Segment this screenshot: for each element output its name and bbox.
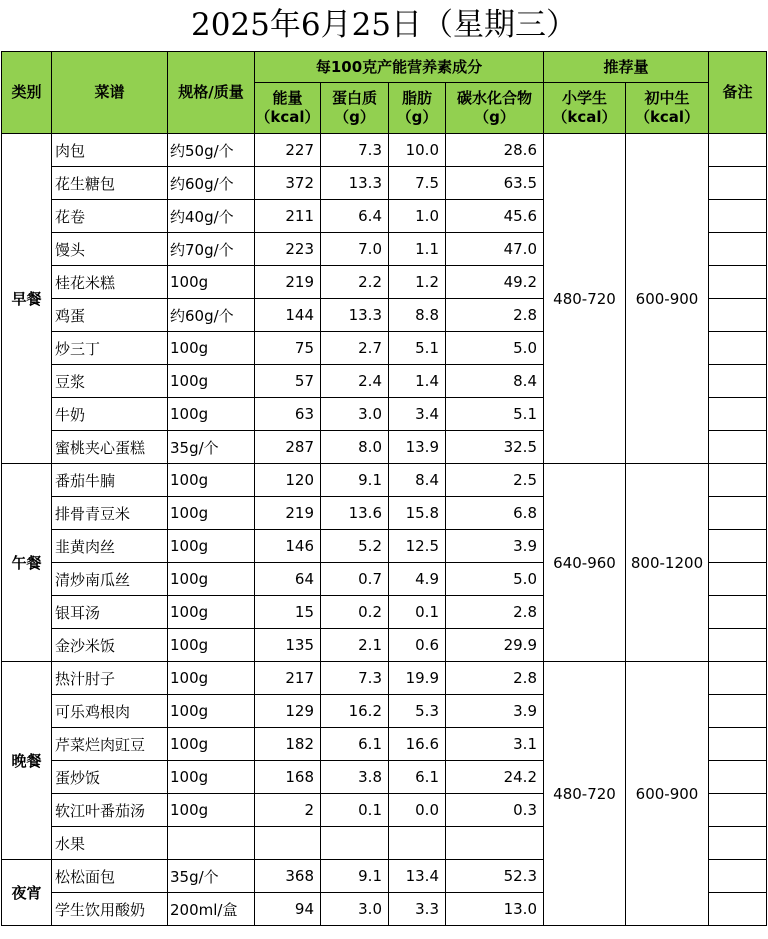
fat-value: 5.3 [389, 695, 446, 728]
dish-name: 蜜桃夹心蛋糕 [52, 431, 168, 464]
header-middle [626, 83, 709, 134]
header-protein-unit: （g） [334, 108, 375, 126]
fat-value: 8.8 [389, 299, 446, 332]
energy-value: 63 [255, 398, 321, 431]
dish-spec: 100g [168, 662, 255, 695]
note-cell [709, 827, 767, 860]
energy-value: 223 [255, 233, 321, 266]
dish-spec: 100g [168, 365, 255, 398]
protein-value: 6.1 [321, 728, 389, 761]
fat-value: 8.4 [389, 464, 446, 497]
dish-name: 热汁肘子 [52, 662, 168, 695]
fat-value: 1.1 [389, 233, 446, 266]
protein-value: 2.1 [321, 629, 389, 662]
energy-value: 146 [255, 530, 321, 563]
carb-value: 3.1 [446, 728, 544, 761]
dish-name: 清炒南瓜丝 [52, 563, 168, 596]
carb-value: 2.8 [446, 299, 544, 332]
fat-value: 3.4 [389, 398, 446, 431]
fat-value: 13.9 [389, 431, 446, 464]
protein-value: 2.7 [321, 332, 389, 365]
dish-spec: 100g [168, 794, 255, 827]
header-primary-unit: （kcal） [552, 108, 617, 126]
note-cell [709, 464, 767, 497]
energy-value: 15 [255, 596, 321, 629]
protein-value: 3.0 [321, 398, 389, 431]
note-cell [709, 233, 767, 266]
header-energy [255, 83, 321, 134]
fat-value: 0.0 [389, 794, 446, 827]
protein-value: 8.0 [321, 431, 389, 464]
fat-value: 10.0 [389, 134, 446, 167]
fat-value: 0.6 [389, 629, 446, 662]
note-cell [709, 431, 767, 464]
energy-value: 217 [255, 662, 321, 695]
header-energy-label: 能量 [272, 89, 303, 107]
energy-value: 57 [255, 365, 321, 398]
dish-spec: 100g [168, 728, 255, 761]
energy-value: 219 [255, 497, 321, 530]
dish-spec: 35g/个 [168, 860, 255, 893]
note-cell [709, 530, 767, 563]
note-cell [709, 563, 767, 596]
protein-value: 2.4 [321, 365, 389, 398]
fat-value: 12.5 [389, 530, 446, 563]
protein-value: 5.2 [321, 530, 389, 563]
energy-value: 372 [255, 167, 321, 200]
dish-spec: 35g/个 [168, 431, 255, 464]
menu-table [1, 51, 767, 926]
carb-value: 29.9 [446, 629, 544, 662]
note-cell [709, 761, 767, 794]
note-cell [709, 365, 767, 398]
dish-spec: 100g [168, 497, 255, 530]
dish-name: 桂花米糕 [52, 266, 168, 299]
energy-value: 219 [255, 266, 321, 299]
protein-value: 0.7 [321, 563, 389, 596]
protein-value: 7.3 [321, 662, 389, 695]
dish-spec: 约40g/个 [168, 200, 255, 233]
primary-recommendation: 480-720 [544, 134, 626, 464]
carb-value: 52.3 [446, 860, 544, 893]
dish-name: 银耳汤 [52, 596, 168, 629]
carb-value: 0.3 [446, 794, 544, 827]
fat-value: 0.1 [389, 596, 446, 629]
header-spec [168, 52, 255, 134]
dish-spec: 100g [168, 530, 255, 563]
dish-spec: 100g [168, 695, 255, 728]
carb-value: 63.5 [446, 167, 544, 200]
middle-recommendation: 600-900 [626, 134, 709, 464]
protein-value: 13.3 [321, 167, 389, 200]
note-cell [709, 266, 767, 299]
header-carb [446, 83, 544, 134]
energy-value: 64 [255, 563, 321, 596]
note-cell [709, 200, 767, 233]
protein-value: 9.1 [321, 464, 389, 497]
protein-value [321, 827, 389, 860]
protein-value: 0.2 [321, 596, 389, 629]
carb-value: 32.5 [446, 431, 544, 464]
carb-value [446, 827, 544, 860]
protein-value: 2.2 [321, 266, 389, 299]
dish-name: 蛋炒饭 [52, 761, 168, 794]
carb-value: 24.2 [446, 761, 544, 794]
carb-value: 49.2 [446, 266, 544, 299]
dish-name: 金沙米饭 [52, 629, 168, 662]
header-category: 类别 [2, 52, 52, 134]
fat-value: 16.6 [389, 728, 446, 761]
carb-value: 13.0 [446, 893, 544, 926]
note-cell [709, 299, 767, 332]
dish-name: 水果 [52, 827, 168, 860]
dish-spec: 100g [168, 596, 255, 629]
note-cell [709, 728, 767, 761]
carb-value: 2.8 [446, 662, 544, 695]
note-cell [709, 695, 767, 728]
carb-value: 6.8 [446, 497, 544, 530]
energy-value: 135 [255, 629, 321, 662]
protein-value: 3.0 [321, 893, 389, 926]
energy-value: 182 [255, 728, 321, 761]
meal-category: 午餐 [2, 464, 52, 662]
energy-value [255, 827, 321, 860]
fat-value: 19.9 [389, 662, 446, 695]
header-primary-label: 小学生 [561, 89, 607, 107]
meal-category: 晚餐 [2, 662, 52, 860]
dish-spec: 100g [168, 266, 255, 299]
dish-spec: 200ml/盒 [168, 893, 255, 926]
dish-spec: 100g [168, 563, 255, 596]
energy-value: 94 [255, 893, 321, 926]
header-fat-unit: （g） [396, 108, 438, 126]
note-cell [709, 398, 767, 431]
header-primary [544, 83, 626, 134]
fat-value: 1.4 [389, 365, 446, 398]
note-cell [709, 893, 767, 926]
page-title: 2025年6月25日（星期三） [190, 7, 578, 43]
table-row [2, 134, 767, 167]
energy-value: 227 [255, 134, 321, 167]
dish-spec: 约60g/个 [168, 167, 255, 200]
carb-value: 5.0 [446, 563, 544, 596]
energy-value: 75 [255, 332, 321, 365]
carb-value: 2.8 [446, 596, 544, 629]
energy-value: 168 [255, 761, 321, 794]
dish-spec: 100g [168, 464, 255, 497]
protein-value: 7.0 [321, 233, 389, 266]
header-fat-label: 脂肪 [401, 89, 432, 107]
dish-name: 炒三丁 [52, 332, 168, 365]
fat-value: 6.1 [389, 761, 446, 794]
header-note: 备注 [709, 52, 767, 134]
protein-value: 13.3 [321, 299, 389, 332]
fat-value: 7.5 [389, 167, 446, 200]
dish-name: 松松面包 [52, 860, 168, 893]
primary-recommendation: 480-720 [544, 662, 626, 926]
carb-value: 5.1 [446, 398, 544, 431]
dish-name: 番茄牛腩 [52, 464, 168, 497]
carb-value: 5.0 [446, 332, 544, 365]
carb-value: 3.9 [446, 695, 544, 728]
dish-name: 花卷 [52, 200, 168, 233]
note-cell [709, 134, 767, 167]
fat-value: 4.9 [389, 563, 446, 596]
energy-value: 144 [255, 299, 321, 332]
dish-name: 牛奶 [52, 398, 168, 431]
dish-name: 鸡蛋 [52, 299, 168, 332]
energy-value: 2 [255, 794, 321, 827]
carb-value: 28.6 [446, 134, 544, 167]
header-fat [389, 83, 446, 134]
protein-value: 7.3 [321, 134, 389, 167]
header-carb-label: 碳水化合物 [456, 89, 532, 107]
dish-spec: 100g [168, 398, 255, 431]
dish-name: 韭黄肉丝 [52, 530, 168, 563]
energy-value: 120 [255, 464, 321, 497]
dish-spec: 约70g/个 [168, 233, 255, 266]
dish-spec: 100g [168, 332, 255, 365]
middle-recommendation: 600-900 [626, 662, 709, 926]
dish-name: 排骨青豆米 [52, 497, 168, 530]
fat-value: 5.1 [389, 332, 446, 365]
middle-recommendation: 800-1200 [626, 464, 709, 662]
dish-name: 软江叶番茄汤 [52, 794, 168, 827]
fat-value [389, 827, 446, 860]
dish-name: 芹菜烂肉豇豆 [52, 728, 168, 761]
note-cell [709, 497, 767, 530]
energy-value: 211 [255, 200, 321, 233]
dish-spec [168, 827, 255, 860]
header-spec-label: 规格/质量 [178, 83, 244, 101]
header-recommend-group: 推荐量 [544, 52, 709, 83]
protein-value: 9.1 [321, 860, 389, 893]
protein-value: 16.2 [321, 695, 389, 728]
header-nutrition-group: 每100克产能营养素成分 [255, 52, 544, 83]
header-carb-unit: （g） [474, 108, 515, 126]
table-header [2, 52, 767, 134]
meal-category: 早餐 [2, 134, 52, 464]
note-cell [709, 860, 767, 893]
energy-value: 368 [255, 860, 321, 893]
dish-name: 馒头 [52, 233, 168, 266]
header-middle-unit: （kcal） [634, 108, 700, 126]
dish-spec: 约50g/个 [168, 134, 255, 167]
table-row [2, 662, 767, 695]
fat-value: 1.0 [389, 200, 446, 233]
meal-category: 夜宵 [2, 860, 52, 926]
primary-recommendation: 640-960 [544, 464, 626, 662]
fat-value: 13.4 [389, 860, 446, 893]
dish-spec: 100g [168, 629, 255, 662]
header-dish: 菜谱 [52, 52, 168, 134]
energy-value: 287 [255, 431, 321, 464]
header-energy-unit: （kcal） [255, 108, 320, 126]
note-cell [709, 596, 767, 629]
dish-name: 学生饮用酸奶 [52, 893, 168, 926]
dish-name: 豆浆 [52, 365, 168, 398]
dish-name: 花生糖包 [52, 167, 168, 200]
header-protein-label: 蛋白质 [331, 89, 377, 107]
protein-value: 0.1 [321, 794, 389, 827]
table-row [2, 464, 767, 497]
carb-value: 2.5 [446, 464, 544, 497]
protein-value: 13.6 [321, 497, 389, 530]
carb-value: 3.9 [446, 530, 544, 563]
fat-value: 3.3 [389, 893, 446, 926]
note-cell [709, 167, 767, 200]
note-cell [709, 794, 767, 827]
carb-value: 45.6 [446, 200, 544, 233]
table-body [2, 134, 767, 926]
dish-spec: 约60g/个 [168, 299, 255, 332]
carb-value: 8.4 [446, 365, 544, 398]
protein-value: 3.8 [321, 761, 389, 794]
dish-name: 肉包 [52, 134, 168, 167]
energy-value: 129 [255, 695, 321, 728]
fat-value: 15.8 [389, 497, 446, 530]
protein-value: 6.4 [321, 200, 389, 233]
fat-value: 1.2 [389, 266, 446, 299]
header-middle-label: 初中生 [644, 89, 690, 107]
note-cell [709, 332, 767, 365]
header-protein [321, 83, 389, 134]
dish-name: 可乐鸡根肉 [52, 695, 168, 728]
note-cell [709, 662, 767, 695]
note-cell [709, 629, 767, 662]
carb-value: 47.0 [446, 233, 544, 266]
dish-spec: 100g [168, 761, 255, 794]
